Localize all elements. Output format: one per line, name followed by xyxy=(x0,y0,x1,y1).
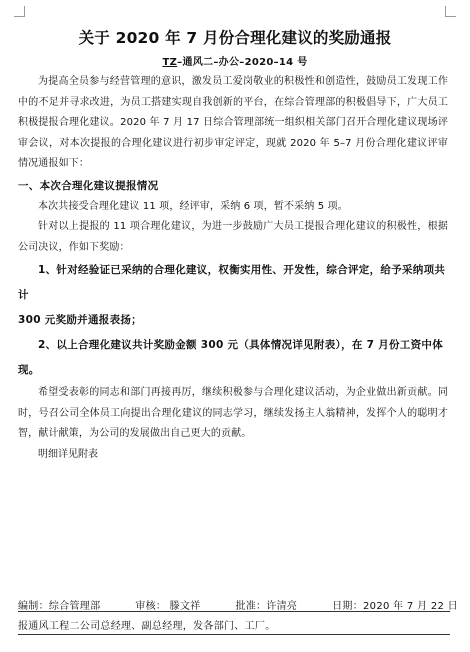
footer-divider-bottom xyxy=(18,634,450,635)
document-number-rest: –通风二–办公–2020–14 号 xyxy=(177,57,308,68)
document-number xyxy=(0,53,470,68)
footer-divider-top xyxy=(18,611,450,612)
reward-item-1: 1、针对经验证已采纳的合理化建议，权衡实用性、开发性，综合评定，给予采纳项共计 xyxy=(18,264,446,301)
document-number-prefix: TZ xyxy=(162,57,178,68)
intro-paragraph: 为提高全员参与经营管理的意识，激发员工爱岗敬业的积极性和创造性，鼓励员工发现工作中的不足并寻求改进，为员工搭建实现自我创新的平台，在综合管理部的积极倡导下，广大员工积极提报合理化建议。2020 年 7 月 17 日综合管理部统一组织相关部门召开合理化建议现场评审会议，对本次提报的合理化建议进行初步审定评定，现就 2020 年 5–7 月份合理化建议评审情况通报如下： xyxy=(18,76,448,169)
page-corner-mark-left xyxy=(14,6,25,17)
page-corner-mark-right xyxy=(445,6,456,17)
editor-field: 编制：综合管理部 xyxy=(18,601,101,612)
section-1-heading: 一、本次合理化建议提报情况 xyxy=(18,179,159,192)
reviewer-field: 审核： 滕文祥 xyxy=(135,601,201,612)
reward-item-1-continued: 300 元奖励并通报表扬； xyxy=(18,314,142,326)
reward-item-2: 2、以上合理化建议共计奖励金额 300 元（具体情况详见附表），在 7 月份工资中体现。 xyxy=(18,339,443,376)
distribution-line: 报通风工程二公司总经理、副总经理，发各部门、工厂。 xyxy=(18,621,276,632)
closing-paragraph: 希望受表彰的同志和部门再接再厉，继续积极参与合理化建议活动，为企业做出新贡献。同时，号召公司全体员工向提出合理化建议的同志学习，继续发扬主人翁精神，发挥个人的聪明才智，献计献策，为公司的发展做出自己更大的贡献。 xyxy=(18,387,448,439)
section-1-summary: 本次共接受合理化建议 11 项，经评审，采纳 6 项，暂不采纳 5 项。 xyxy=(38,200,348,212)
document-title: 关于 2020 年 7 月份合理化建议的奖励通报 xyxy=(78,29,392,47)
approver-field: 批准：许清亮 xyxy=(235,601,298,612)
date-field: 日期：2020 年 7 月 22 日 xyxy=(332,601,458,612)
signature-row xyxy=(18,597,458,612)
section-1-reward-intro: 针对以上提报的 11 项合理化建议，为进一步鼓励广大员工提报合理化建议的积极性，根据公司决议，作如下奖励： xyxy=(18,221,448,253)
attachment-note: 明细详见附表 xyxy=(38,448,98,460)
document-body xyxy=(18,72,448,465)
